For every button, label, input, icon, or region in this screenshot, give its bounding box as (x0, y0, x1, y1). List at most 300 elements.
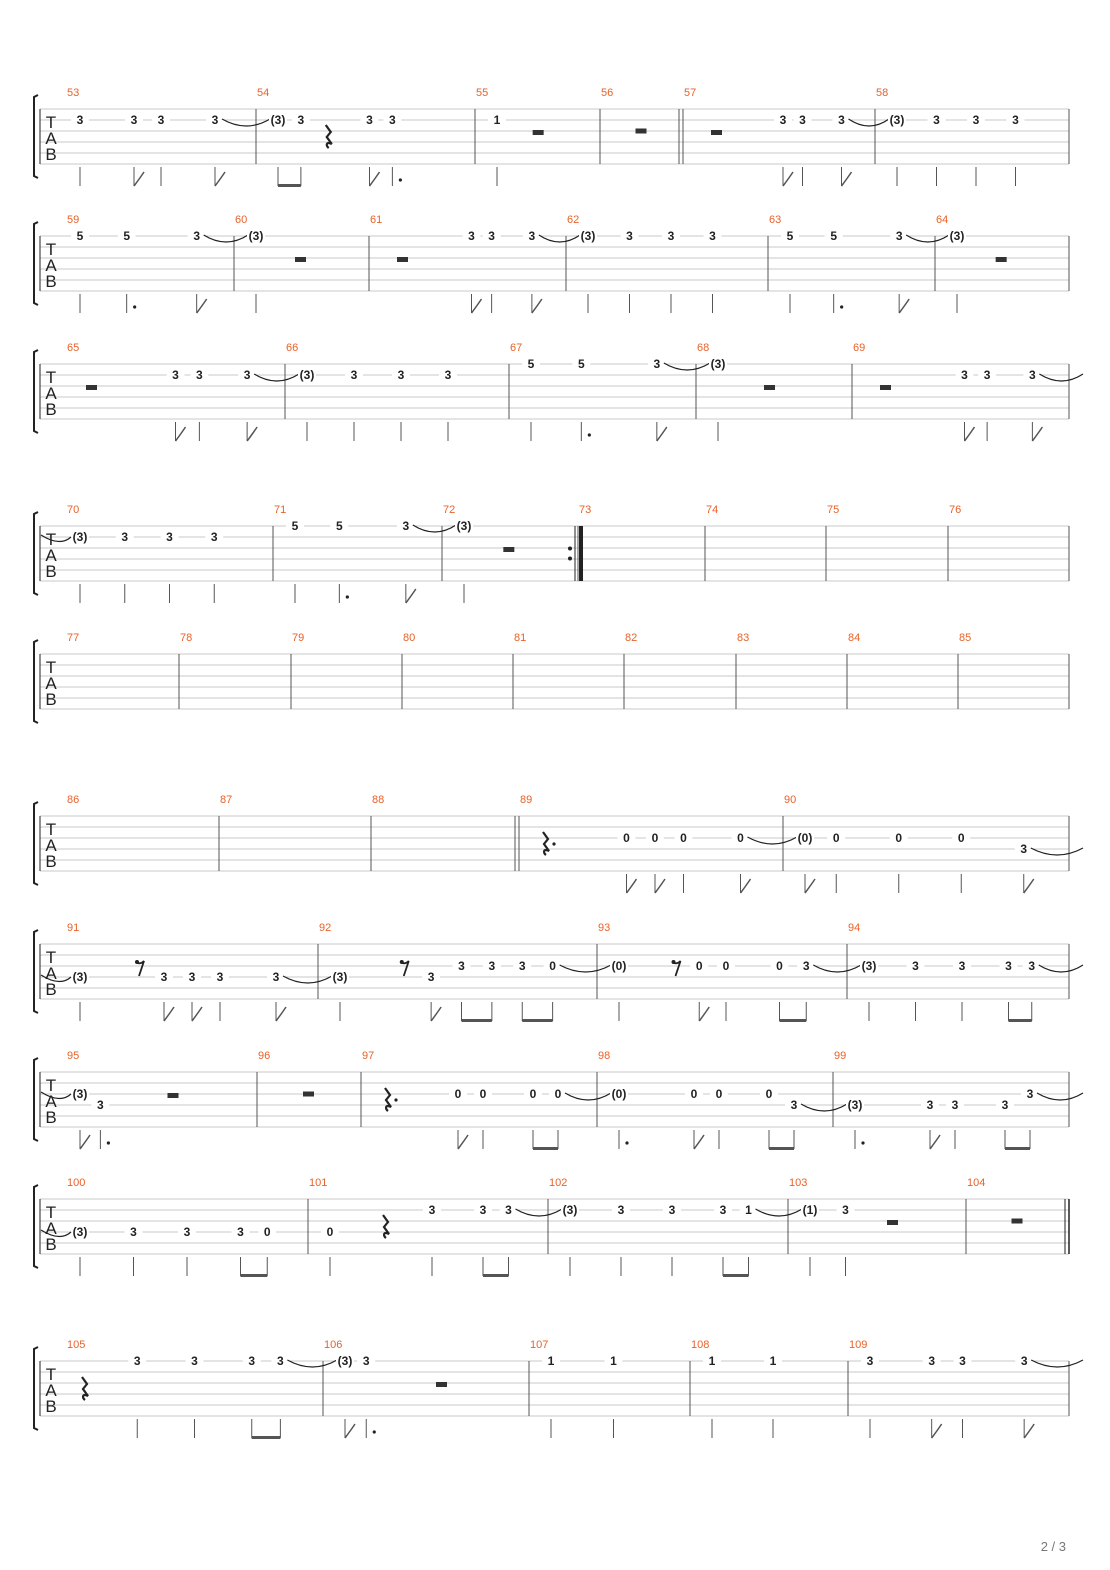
rhythm-dot (107, 1141, 110, 1144)
bar-number: 55 (476, 87, 489, 99)
eighth-flag (965, 427, 975, 441)
fret-number: 5 (123, 229, 131, 243)
eighth-flag (932, 1424, 942, 1438)
rhythm-dot (373, 1430, 376, 1433)
bar-number: 56 (601, 87, 614, 99)
fret-number: 3 (160, 970, 168, 984)
eighth-flag (80, 1135, 90, 1149)
bar-number: 67 (510, 342, 523, 354)
fret-number: 3 (1001, 1098, 1009, 1112)
fret-number: 1 (745, 1203, 752, 1217)
tab-system (34, 1177, 1069, 1277)
fret-number: 3 (926, 1098, 934, 1112)
fret-number: 3 (272, 970, 280, 984)
eighth-flag (655, 879, 665, 893)
fret-number: 5 (291, 519, 299, 533)
fret-number: (3) (562, 1203, 578, 1217)
fret-number: 5 (335, 519, 343, 533)
quarter-rest (543, 832, 549, 855)
fret-number: 3 (802, 959, 810, 973)
tab-system (34, 342, 1083, 441)
bar-number: 70 (67, 504, 80, 516)
fret-number: 3 (983, 368, 991, 382)
half-rest (996, 257, 1007, 262)
fret-number: 3 (191, 1354, 198, 1368)
fret-number: 0 (529, 1087, 537, 1101)
bar-number: 108 (691, 1339, 710, 1351)
fret-number: 0 (737, 831, 744, 845)
beam (533, 1147, 558, 1150)
fret-number: 3 (912, 959, 919, 973)
fret-number: 3 (1020, 1354, 1028, 1368)
fret-number: 3 (444, 368, 452, 382)
tab-clef-letter: T (45, 530, 57, 549)
eighth-flag (783, 172, 793, 186)
bar-number: 94 (848, 922, 861, 934)
fret-number: 3 (959, 1354, 966, 1368)
fret-number: 3 (719, 1203, 727, 1217)
bar-number: 57 (684, 87, 697, 99)
fret-number: 0 (957, 831, 965, 845)
eighth-flag (627, 879, 637, 893)
fret-number: (3) (861, 959, 877, 973)
eighth-flag (431, 1007, 441, 1021)
bar-number: 53 (67, 87, 80, 99)
eighth-flag (472, 299, 482, 313)
fret-number: 3 (130, 113, 138, 127)
eighth-flag (164, 1007, 174, 1021)
half-rest (711, 130, 722, 135)
tab-clef-letter: T (45, 240, 57, 259)
fret-number: 3 (121, 530, 129, 544)
whole-rest (303, 1092, 314, 1097)
system-bracket (34, 930, 38, 1013)
fret-number: 3 (958, 959, 966, 973)
fret-number: 3 (653, 357, 661, 371)
tab-clef-letter: B (45, 145, 57, 164)
fret-number: 3 (130, 1225, 137, 1239)
rhythm-dot (840, 305, 843, 308)
half-rest (880, 385, 891, 390)
fret-number: 1 (708, 1354, 716, 1368)
fret-number: 3 (528, 229, 536, 243)
system-bracket (34, 95, 38, 178)
fret-number: 3 (928, 1354, 936, 1368)
quarter-rest (385, 1088, 391, 1111)
bar-number: 107 (530, 1339, 549, 1351)
rest-dot (552, 842, 555, 845)
fret-number: 3 (397, 368, 405, 382)
bar-number: 109 (849, 1339, 868, 1351)
eighth-flag (406, 589, 416, 603)
half-rest (397, 257, 408, 262)
rhythm-dot (346, 595, 349, 598)
whole-rest (636, 129, 647, 134)
half-rest (887, 1220, 898, 1225)
fret-number: 5 (76, 229, 84, 243)
fret-number: (3) (847, 1098, 863, 1112)
fret-number: 3 (1026, 1087, 1034, 1101)
fret-number: (3) (72, 970, 88, 984)
bar-number: 92 (319, 922, 332, 934)
bar-number: 78 (180, 632, 193, 644)
tab-system (34, 794, 1083, 893)
bar-number: 76 (949, 504, 962, 516)
half-rest (168, 1093, 179, 1098)
fret-number: 3 (1029, 368, 1036, 382)
eighth-flag (197, 299, 207, 313)
eighth-flag (192, 1007, 202, 1021)
tab-system (34, 1050, 1083, 1150)
repeat-dot (568, 547, 572, 551)
repeat-dot (568, 557, 572, 561)
bar-number: 87 (220, 794, 233, 806)
eighth-flag (657, 427, 667, 441)
fret-number: 3 (297, 113, 305, 127)
eighth-flag (134, 172, 144, 186)
fret-number: 3 (790, 1098, 798, 1112)
bar-number: 59 (67, 214, 80, 226)
fret-number: 3 (479, 1203, 487, 1217)
fret-number: (3) (248, 229, 264, 243)
fret-number: 3 (951, 1098, 959, 1112)
fret-number: (3) (72, 1087, 88, 1101)
fret-number: (3) (72, 530, 88, 544)
fret-number: 3 (133, 1354, 141, 1368)
tab-clef-letter: B (45, 852, 57, 871)
fret-number: (3) (337, 1354, 353, 1368)
bar-number: 73 (579, 504, 592, 516)
fret-number: 0 (776, 959, 783, 973)
whole-rest (1012, 1219, 1023, 1224)
fret-number: 5 (527, 357, 535, 371)
fret-number: 3 (183, 1225, 191, 1239)
fret-number: 3 (518, 959, 526, 973)
eighth-flag (1024, 1424, 1034, 1438)
fret-number: 3 (838, 113, 845, 127)
eighth-flag (842, 172, 852, 186)
fret-number: 3 (972, 113, 980, 127)
fret-number: 1 (493, 113, 501, 127)
eighth-flag (694, 1135, 704, 1149)
fret-number: 3 (617, 1203, 625, 1217)
bar-number: 93 (598, 922, 611, 934)
fret-number: (3) (580, 229, 596, 243)
bar-number: 60 (235, 214, 248, 226)
fret-number: 3 (626, 229, 633, 243)
half-rest (86, 385, 97, 390)
bar-number: 54 (257, 87, 270, 99)
tab-system (34, 504, 1069, 603)
fret-number: 0 (690, 1087, 698, 1101)
fret-number: 5 (830, 229, 838, 243)
fret-number: 3 (166, 530, 173, 544)
fret-number: 3 (427, 970, 435, 984)
bar-number: 58 (876, 87, 889, 99)
bar-number: 62 (567, 214, 580, 226)
bar-number: 82 (625, 632, 638, 644)
fret-number: (3) (889, 113, 905, 127)
fret-number: 1 (547, 1354, 555, 1368)
beam (241, 1274, 268, 1277)
fret-number: 3 (1020, 842, 1028, 856)
system-bracket (34, 1058, 38, 1141)
fret-number: 3 (709, 229, 716, 243)
bar-number: 84 (848, 632, 861, 644)
beam (252, 1436, 281, 1439)
fret-number: 3 (210, 530, 218, 544)
tab-clef-letter: A (45, 129, 57, 148)
tab-clef-letter: A (45, 1092, 57, 1111)
eighth-flag (247, 427, 257, 441)
tab-clef-letter: B (45, 690, 57, 709)
fret-number: 3 (779, 113, 787, 127)
fret-number: (0) (611, 1087, 627, 1101)
eighth-flag (276, 1007, 286, 1021)
fret-number: 0 (554, 1087, 562, 1101)
fret-number: 0 (680, 831, 687, 845)
bar-number: 105 (67, 1339, 86, 1351)
bar-number: 64 (936, 214, 949, 226)
bar-number: 66 (286, 342, 299, 354)
bar-number: 88 (372, 794, 385, 806)
bar-number: 104 (967, 1177, 986, 1189)
beam (522, 1019, 552, 1022)
quarter-rest (326, 125, 332, 148)
half-rest (503, 547, 514, 552)
system-bracket (34, 222, 38, 305)
fret-number: (3) (332, 970, 348, 984)
fret-number: (0) (797, 831, 813, 845)
fret-number: 0 (695, 959, 703, 973)
fret-number: 3 (1012, 113, 1019, 127)
fret-number: 3 (1028, 959, 1036, 973)
fret-number: 3 (505, 1203, 512, 1217)
tab-clef-letter: T (45, 1365, 57, 1384)
eighth-rest-dot (135, 960, 139, 964)
fret-number: 3 (362, 1354, 370, 1368)
bar-number: 80 (403, 632, 416, 644)
eighth-flag (899, 299, 909, 313)
tab-clef-letter: T (45, 1203, 57, 1222)
fret-number: (0) (611, 959, 627, 973)
bar-number: 72 (443, 504, 456, 516)
fret-number: 3 (193, 229, 201, 243)
bar-number: 98 (598, 1050, 611, 1062)
bar-number: 106 (324, 1339, 343, 1351)
fret-number: (3) (270, 113, 286, 127)
eighth-rest-dot (400, 960, 404, 964)
eighth-flag (805, 879, 815, 893)
beam (483, 1274, 509, 1277)
bar-number: 102 (549, 1177, 568, 1189)
bar-number: 75 (827, 504, 840, 516)
bar-number: 65 (67, 342, 80, 354)
tab-system (34, 922, 1083, 1022)
bar-number: 90 (784, 794, 797, 806)
bar-number: 100 (67, 1177, 86, 1189)
bar-number: 91 (67, 922, 80, 934)
tab-clef-letter: A (45, 964, 57, 983)
tab-clef-letter: T (45, 113, 57, 132)
quarter-rest (383, 1215, 389, 1238)
system-bracket (34, 1347, 38, 1430)
bar-number: 99 (834, 1050, 847, 1062)
bar-number: 101 (309, 1177, 328, 1189)
tab-clef-letter: A (45, 836, 57, 855)
fret-number: 3 (458, 959, 465, 973)
bar-number: 86 (67, 794, 80, 806)
bar-number: 79 (292, 632, 305, 644)
tab-system (34, 1339, 1083, 1439)
bar-number: 77 (67, 632, 80, 644)
fret-number: (3) (949, 229, 965, 243)
eighth-rest-dot (672, 960, 676, 964)
fret-number: (3) (456, 519, 472, 533)
bar-number: 103 (789, 1177, 808, 1189)
fret-number: 0 (549, 959, 556, 973)
fret-number: 1 (610, 1354, 617, 1368)
tab-clef-letter: B (45, 562, 57, 581)
eighth-flag (532, 299, 542, 313)
tab-clef-letter: T (45, 1076, 57, 1095)
tab-system (34, 214, 1069, 313)
eighth-flag (741, 879, 751, 893)
eighth-flag (176, 427, 186, 441)
fret-number: 3 (172, 368, 179, 382)
beam (278, 184, 301, 187)
fret-number: 3 (97, 1098, 104, 1112)
system-bracket (34, 350, 38, 433)
fret-number: (3) (299, 368, 315, 382)
fret-number: (3) (72, 1225, 88, 1239)
fret-number: 3 (216, 970, 224, 984)
beam (1005, 1147, 1030, 1150)
bar-number: 63 (769, 214, 782, 226)
bar-number: 71 (274, 504, 287, 516)
rhythm-dot (861, 1141, 864, 1144)
bar-number: 61 (370, 214, 383, 226)
rhythm-dot (588, 433, 591, 436)
bar-number: 81 (514, 632, 527, 644)
half-rest (533, 130, 544, 135)
fret-number: 0 (263, 1225, 271, 1239)
fret-number: 0 (722, 959, 730, 973)
fret-number: 3 (667, 229, 675, 243)
fret-number: 3 (243, 368, 251, 382)
fret-number: 3 (277, 1354, 284, 1368)
beam (723, 1274, 749, 1277)
eighth-flag (345, 1424, 355, 1438)
tab-clef-letter: T (45, 658, 57, 677)
fret-number: 3 (237, 1225, 244, 1239)
tab-system (34, 632, 1069, 723)
fret-number: 1 (769, 1354, 777, 1368)
tab-clef-letter: A (45, 674, 57, 693)
beam (462, 1019, 492, 1022)
bar-number: 95 (67, 1050, 80, 1062)
bar-number: 68 (697, 342, 710, 354)
tab-clef-letter: B (45, 272, 57, 291)
rhythm-dot (399, 178, 402, 181)
fret-number: 3 (895, 229, 903, 243)
tab-clef-letter: B (45, 1108, 57, 1127)
fret-number: 3 (799, 113, 806, 127)
fret-number: 3 (961, 368, 968, 382)
rhythm-dot (625, 1141, 628, 1144)
system-bracket (34, 640, 38, 723)
fret-number: 5 (786, 229, 794, 243)
fret-number: 3 (211, 113, 219, 127)
fret-number: 3 (366, 113, 373, 127)
fret-number: 0 (715, 1087, 723, 1101)
tab-clef-letter: B (45, 1235, 57, 1254)
page-number: 2 / 3 (1040, 1539, 1066, 1554)
beam (769, 1147, 794, 1150)
half-rest (436, 1382, 447, 1387)
rhythm-dot (133, 305, 136, 308)
half-rest (764, 385, 775, 390)
tab-clef-letter: B (45, 1397, 57, 1416)
beam (1009, 1019, 1032, 1022)
tab-clef-letter: T (45, 820, 57, 839)
fret-number: 3 (842, 1203, 849, 1217)
tab-clef-letter: A (45, 1381, 57, 1400)
quarter-rest (82, 1377, 88, 1400)
fret-number: (1) (802, 1203, 818, 1217)
fret-number: 5 (577, 357, 585, 371)
tab-system (34, 87, 1069, 187)
bar-number: 97 (362, 1050, 375, 1062)
fret-number: 3 (933, 113, 940, 127)
fret-number: 3 (488, 959, 496, 973)
system-bracket (34, 802, 38, 885)
bar-number: 69 (853, 342, 866, 354)
fret-number: 0 (623, 831, 630, 845)
tab-clef-letter: A (45, 256, 57, 275)
eighth-flag (1032, 427, 1042, 441)
fret-number: 3 (188, 970, 196, 984)
fret-number: 0 (832, 831, 840, 845)
tab-clef-letter: A (45, 384, 57, 403)
fret-number: 0 (479, 1087, 487, 1101)
fret-number: 0 (895, 831, 903, 845)
fret-number: (3) (710, 357, 726, 371)
fret-number: 3 (196, 368, 203, 382)
system-bracket (34, 512, 38, 595)
fret-number: 3 (402, 519, 410, 533)
eighth-flag (930, 1135, 940, 1149)
fret-number: 3 (76, 113, 84, 127)
half-rest (295, 257, 306, 262)
tab-clef-letter: T (45, 948, 57, 967)
fret-number: 0 (454, 1087, 462, 1101)
fret-number: 3 (866, 1354, 874, 1368)
eighth-flag (1024, 879, 1034, 893)
system-bracket (34, 1185, 38, 1268)
tab-clef-letter: T (45, 368, 57, 387)
rest-dot (394, 1098, 397, 1101)
fret-number: 3 (428, 1203, 436, 1217)
tab-clef-letter: A (45, 546, 57, 565)
eighth-flag (699, 1007, 709, 1021)
fret-number: 3 (468, 229, 475, 243)
bar-number: 74 (706, 504, 719, 516)
eighth-flag (370, 172, 380, 186)
fret-number: 3 (668, 1203, 676, 1217)
fret-number: 0 (326, 1225, 334, 1239)
bar-number: 89 (520, 794, 533, 806)
